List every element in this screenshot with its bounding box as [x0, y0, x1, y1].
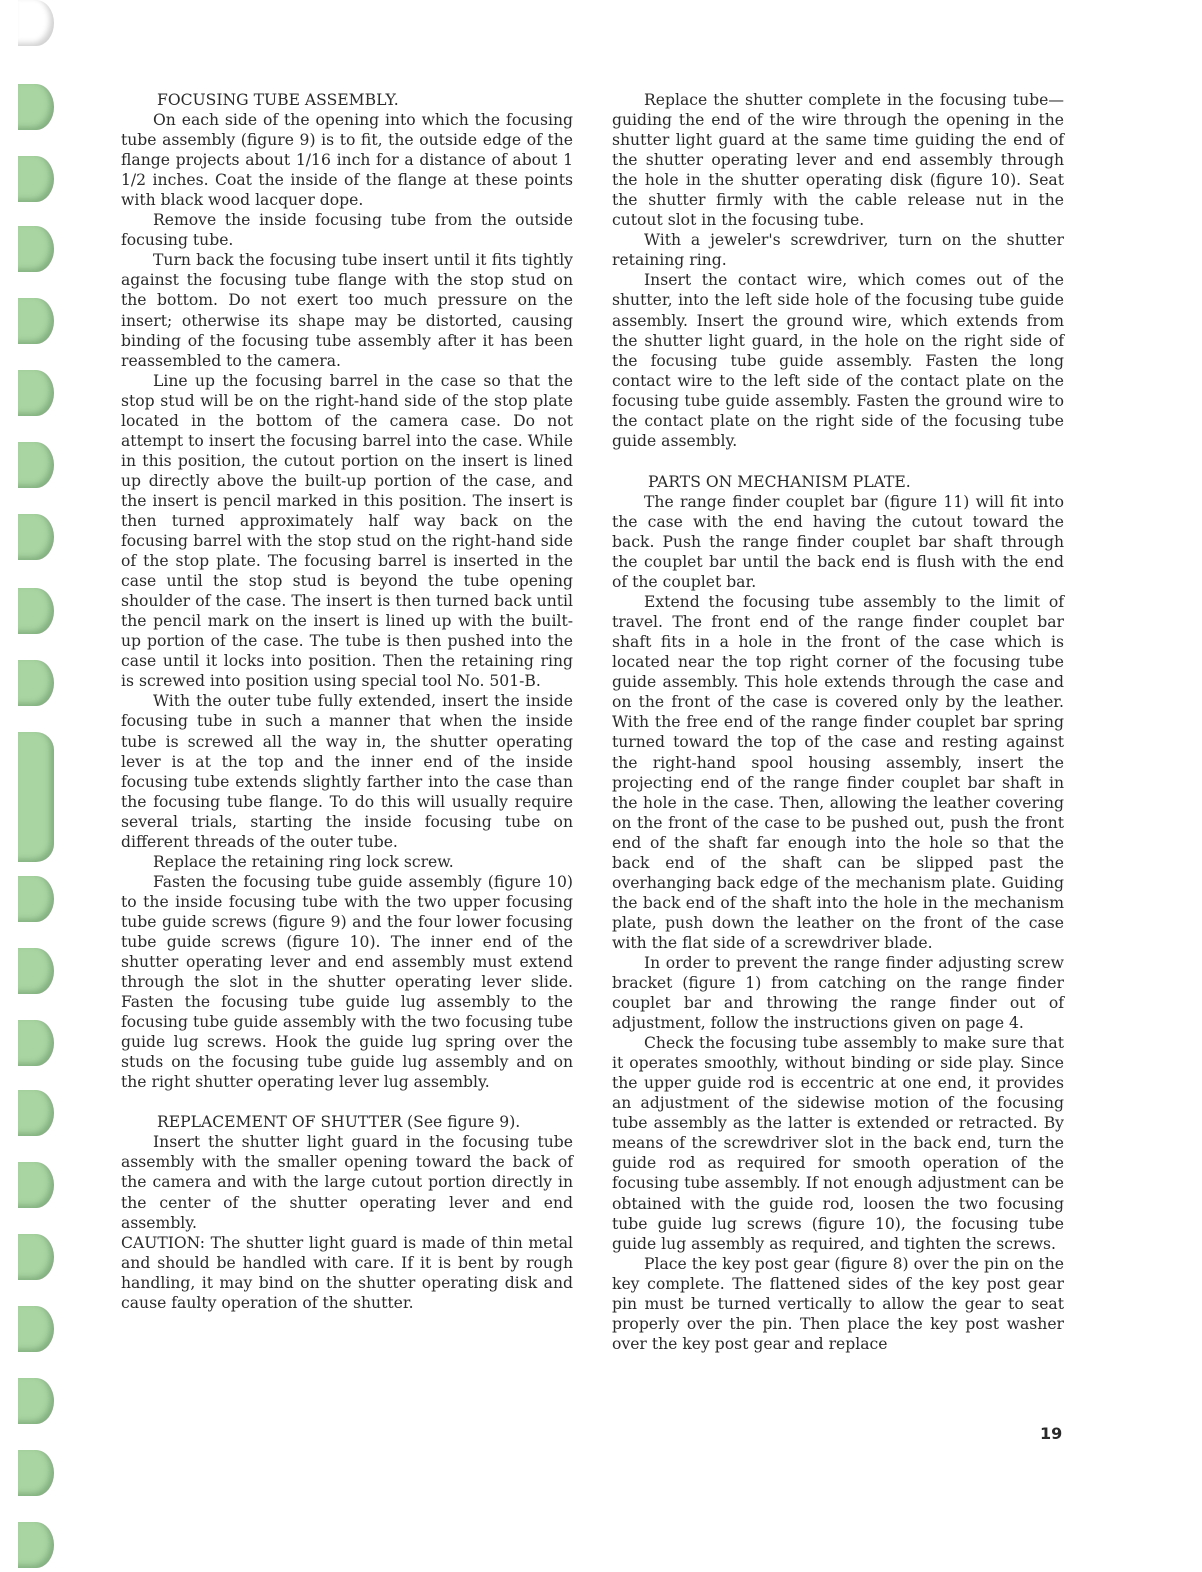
binding-hole — [18, 442, 54, 488]
paragraph: Insert the shutter light guard in the focusing tube assembly with the smaller opening toward the back of the camera and with the large cutout portion directly in the center of the shutter operating lever and end assembly. — [121, 1133, 573, 1232]
paragraph: On each side of the opening into which the focusing tube assembly (figure 9) is to fit, the outside edge of the flange projects about 1/16 inch for a distance of about 1 1/2 inches. Coat the inside of the flange at these points with black wood lacquer dope. — [121, 111, 573, 210]
paragraph: Remove the inside focusing tube from the outside focusing tube. — [121, 211, 573, 250]
binding-hole — [18, 298, 54, 344]
paragraph: The range finder couplet bar (figure 11) will fit into the case with the end having the cutout toward the back. Push the range finder couplet bar shaft through the couplet bar until the back end is flush with the end of the couplet bar. — [612, 492, 1064, 592]
binding-hole — [18, 1020, 54, 1066]
paragraph: With the outer tube fully extended, insert the inside focusing tube in such a manner that when the inside tube is screwed all the way in, the shutter operating lever is at the top and the inner end of the inside focusing tube extends slightly farther into the case than the focusing tube flange. To do this will usually require several trials, starting the inside focusing tube on different threads of the outer tube. — [121, 692, 573, 851]
binding-hole — [18, 1162, 54, 1208]
paragraph: Turn back the focusing tube insert until it fits tightly against the focusing tube flange with the stop stud on the bottom. Do not exert too much pressure on the insert; otherwise its shape may be distorted, causing binding of the focusing tube assembly after it has been reassembled to the camera. — [121, 251, 573, 370]
paragraph: With a jeweler's screwdriver, turn on the shutter retaining ring. — [612, 231, 1064, 270]
binding-hole — [18, 226, 54, 272]
binding-hole — [18, 876, 54, 922]
binding-hole — [18, 1522, 54, 1568]
binding-hole — [18, 948, 54, 994]
binding-hole — [18, 1234, 54, 1280]
paragraph: Insert the contact wire, which comes out of the shutter, into the left side hole of the focusing tube guide assembly. Insert the ground wire, which extends from the shutter light guard, in the hole on the right side of the focusing tube guide assembly. Fasten the long contact wire to the left side of the contact plate on the focusing tube guide assembly. Fasten the ground wire to the contact plate on the right side of the focusing tube guide assembly. — [612, 271, 1064, 450]
section-heading-replacement-of-shutter: REPLACEMENT OF SHUTTER (See figure 9). — [157, 1113, 521, 1132]
paragraph: Replace the shutter complete in the focusing tube—guiding the end of the wire through the opening in the shutter light guard at the same time guiding the end of the shutter operating lever and end assembly through the hole in the shutter operating disk (figure 10). Seat the shutter firmly with the cable release nut in the cutout slot in the focusing tube. — [612, 91, 1064, 230]
binding-hole — [18, 1378, 54, 1424]
binding-hole — [18, 1450, 54, 1496]
section-heading-focusing-tube: FOCUSING TUBE ASSEMBLY. — [157, 91, 399, 109]
paragraph: Line up the focusing barrel in the case so that the stop stud will be on the right-hand side of the stop plate located in the bottom of the camera case. Do not attempt to insert the focusing barrel into the case. While in this position, the cutout portion on the insert is lined up directly above the built-up portion of the case, and the insert is pencil marked in this position. The insert is then turned approximately half way back on the focusing barrel with the stop stud on the right-hand side of the stop plate. The focusing barrel is inserted in the case until the stop stud is beyond the tube opening shoulder of the case. The insert is then turned back until the pencil mark on the insert is lined up with the built-up portion of the case. The tube is then pushed into the case until it locks into position. Then the retaining ring is screwed into position using special tool No. 501-B. — [121, 371, 573, 691]
paragraph: Extend the focusing tube assembly to the limit of travel. The front end of the range finder couplet bar shaft fits in a hole in the front of the case which is located near the top right corner of the focusing tube guide assembly. This hole extends through the case and on the front of the case is covered only by the leather. With the free end of the range finder couplet bar spring turned toward the top of the case and resting against the right-hand spool housing assembly, insert the projecting end of the range finder couplet bar shaft in the hole in the case. Then, allowing the leather covering on the front of the case to be pushed out, push the front end of the shaft far enough into the hole so that the back end of the shaft can be slipped past the overhanging back edge of the mechanism plate. Guiding the back end of the shaft into the hole in the mechanism plate, push down the leather on the front of the case with the flat side of a screwdriver blade. — [612, 593, 1064, 952]
binding-hole — [18, 370, 54, 416]
binding-hole — [18, 1090, 54, 1136]
binding-hole — [18, 0, 54, 46]
binding-hole — [18, 156, 54, 202]
binding-hole — [18, 1306, 54, 1352]
page-number: 19 — [1040, 1424, 1063, 1443]
left-column — [121, 90, 573, 1313]
binding-hole — [18, 514, 54, 560]
paragraph: Replace the retaining ring lock screw. — [153, 852, 454, 871]
paragraph: Check the focusing tube assembly to make sure that it operates smoothly, without binding or side play. Since the upper guide rod is eccentric at one end, it provides an adjustment of the sidewise motion of the focusing tube assembly as the latter is extended or retracted. By means of the screwdriver slot in the back end, turn the guide rod as required for smooth operation of the focusing tube assembly. If not enough adjustment can be obtained with the guide rod, loosen the two focusing tube guide lug screws (figure 10), the focusing tube guide lug assembly as required, and tighten the screws. — [612, 1034, 1064, 1253]
paragraph: Place the key post gear (figure 8) over the pin on the key complete. The flattened sides of the key post gear pin must be turned vertically to allow the gear to seat properly over the pin. Then place the key post washer over the key post gear and replace — [612, 1254, 1064, 1353]
binding-hole — [18, 732, 54, 862]
right-column — [612, 90, 1064, 1354]
paragraph: In order to prevent the range finder adjusting screw bracket (figure 1) from catching on the range finder couplet bar and throwing the range finder out of adjustment, follow the instructions given on page 4. — [612, 953, 1064, 1033]
binding-hole — [18, 588, 54, 634]
section-heading-parts-on-mechanism-plate: PARTS ON MECHANISM PLATE. — [648, 472, 911, 491]
paragraph: Fasten the focusing tube guide assembly (figure 10) to the inside focusing tube with the two upper focusing tube guide screws (figure 9) and the four lower focusing tube guide screws (figure 10). The inner end of the shutter operating lever and end assembly must extend through the slot in the shutter operating lever slide. Fasten the focusing tube guide lug assembly to the focusing tube guide assembly with the two focusing tube guide lug screws. Hook the guide lug spring over the studs on the focusing tube guide lug assembly and on the right shutter operating lever lug assembly. — [121, 872, 573, 1092]
caution-note: CAUTION: The shutter light guard is made of thin metal and should be handled with care. If it is bent by rough handling, it may bind on the shutter operating disk and cause faulty operation of the shutter. — [121, 1233, 573, 1312]
binding-hole — [18, 660, 54, 706]
binding-hole — [18, 84, 54, 130]
spiral-binding — [0, 0, 70, 1572]
